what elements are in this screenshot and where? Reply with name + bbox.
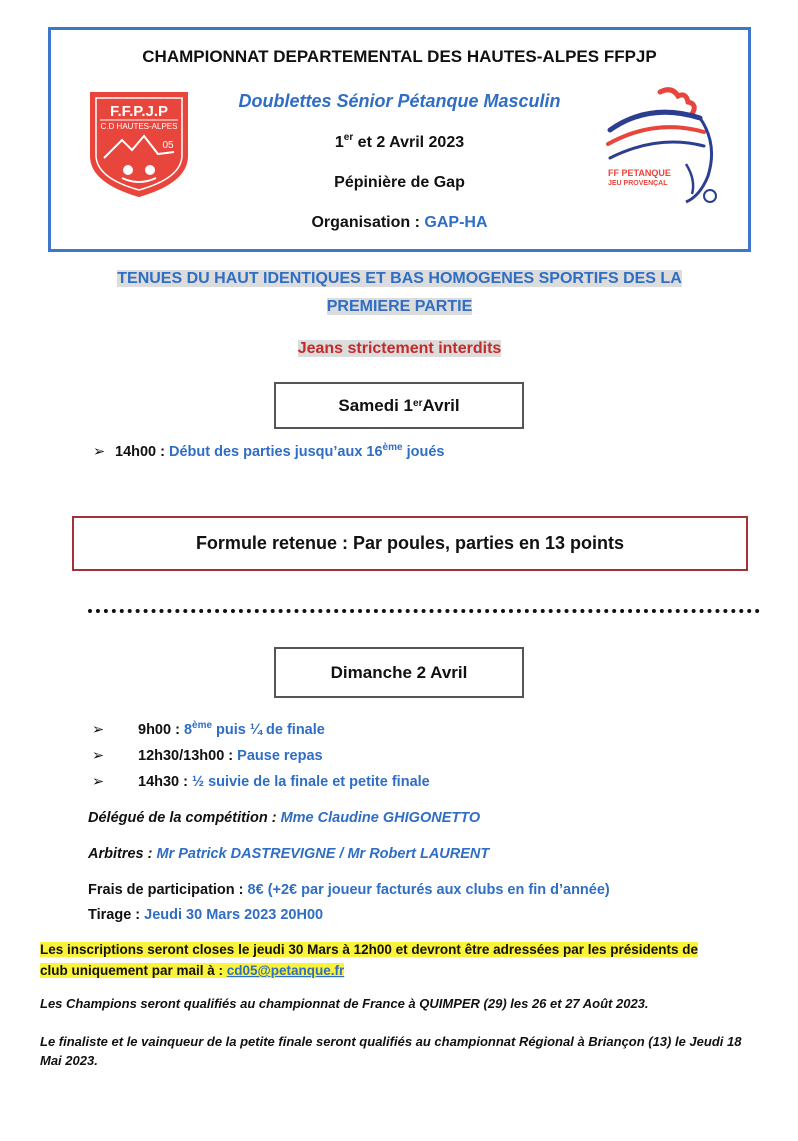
saturday-item-time: 14h00 :	[115, 444, 169, 460]
jeans-warning-text: Jeans strictement interdits	[297, 340, 502, 357]
saturday-title-pre: Samedi 1	[338, 395, 414, 415]
shield-text-cd: C.D HAUTES-ALPES	[100, 122, 178, 131]
sunday-item-sup: ème	[192, 720, 213, 731]
formule-box	[72, 516, 748, 571]
ffpjp-shield-logo	[88, 90, 190, 198]
sunday-item-text: ½ suivie de la finale et petite finale	[192, 774, 430, 790]
arrow-bullet-icon: ➢	[92, 748, 105, 764]
arrow-bullet-icon: ➢	[92, 774, 105, 790]
saturday-item-text: Début des parties jusqu’aux 16	[169, 444, 383, 460]
registration-email-link[interactable]: cd05@petanque.fr	[226, 963, 345, 978]
sunday-item-time: 14h30 :	[138, 774, 192, 790]
saturday-item-sup: ème	[382, 442, 403, 453]
cock-text-jeuprovencal: JEU PROVENÇAL	[608, 180, 668, 187]
saturday-title-post: Avril	[422, 395, 460, 415]
org-label: Organisation :	[311, 214, 425, 231]
jeans-warning	[48, 340, 751, 358]
registration-line2	[40, 963, 344, 978]
formule-text: Formule retenue : Par poules, parties en 13 points	[195, 533, 625, 553]
sunday-item-text: Pause repas	[237, 748, 323, 764]
qualification-regional: Le finaliste et le vainqueur de la petite finale seront qualifiés au championnat Régional à Briançon (13) le Jeudi 18 Mai 2023.	[40, 1034, 742, 1068]
dress-code-text1: TENUES DU HAUT IDENTIQUES ET BAS HOMOGENES SPORTIFS DES LA	[117, 270, 682, 287]
fees-value: 8€ (+2€ par joueur facturés aux clubs en fin d’année)	[247, 882, 610, 898]
dress-code-line1	[48, 270, 751, 288]
delegate-value: Mme Claudine GHIGONETTO	[280, 810, 481, 826]
draw-line	[88, 907, 323, 923]
sunday-item-time: 9h00 :	[138, 722, 184, 738]
sunday-schedule-item	[92, 722, 325, 738]
registration-text2: club uniquement par mail à :	[40, 963, 227, 978]
draw-label: Tirage :	[88, 907, 145, 923]
referees-value: Mr Patrick DASTREVIGNE / Mr Robert LAURENT	[156, 846, 490, 862]
saturday-item-text-post: joués	[402, 444, 445, 460]
arrow-bullet-icon: ➢	[92, 722, 105, 738]
sunday-schedule-item	[92, 774, 430, 790]
ff-petanque-cockerel-logo	[600, 84, 725, 210]
sunday-title-box	[274, 647, 524, 698]
sunday-schedule-item	[92, 748, 323, 764]
championship-title: CHAMPIONNAT DEPARTEMENTAL DES HAUTES-ALPES FFPJP	[142, 47, 657, 66]
event-venue: Pépinière de Gap	[334, 174, 465, 191]
delegate-line	[88, 810, 480, 826]
sunday-title: Dimanche 2 Avril	[330, 662, 468, 682]
saturday-title-box	[274, 382, 524, 429]
dates-rest: et 2 Avril 2023	[353, 134, 465, 151]
draw-value: Jeudi 30 Mars 2023 20H00	[144, 907, 324, 923]
arrow-bullet-icon: ➢	[93, 444, 106, 460]
saturday-schedule-item	[93, 444, 444, 460]
dates-day1: 1	[334, 134, 344, 151]
qualification-france: Les Champions seront qualifiés au championnat de France à QUIMPER (29) les 26 et 27 Août 2023.	[40, 996, 649, 1011]
event-organisation	[48, 214, 751, 232]
registration-line1	[40, 942, 698, 957]
event-subtitle: Doublettes Sénior Pétanque Masculin	[238, 91, 561, 111]
fees-line	[88, 882, 610, 898]
dress-code-text2: PREMIERE PARTIE	[326, 298, 473, 315]
registration-text1: Les inscriptions seront closes le jeudi 30 Mars à 12h00 et devront être adressées par les présidents de	[40, 942, 699, 957]
shield-text-05: 05	[162, 140, 174, 151]
cock-text-ffpetanque: FF PETANQUE	[608, 168, 671, 178]
sunday-item-text-post: puis ¼ de finale	[212, 722, 325, 738]
dress-code-line2	[48, 298, 751, 316]
referees-line	[88, 846, 489, 862]
sunday-item-text: 8	[183, 722, 193, 738]
referees-label: Arbitres :	[88, 846, 157, 862]
org-value: GAP-HA	[424, 214, 488, 231]
sunday-item-time: 12h30/13h00 :	[138, 748, 238, 764]
dotted-separator	[88, 609, 760, 613]
saturday-title-sup: er	[413, 398, 423, 409]
dates-sup: er	[343, 132, 354, 143]
fees-label: Frais de participation :	[88, 882, 248, 898]
delegate-label: Délégué de la compétition :	[88, 810, 281, 826]
shield-text-ffpjp: F.F.P.J.P	[109, 103, 169, 120]
